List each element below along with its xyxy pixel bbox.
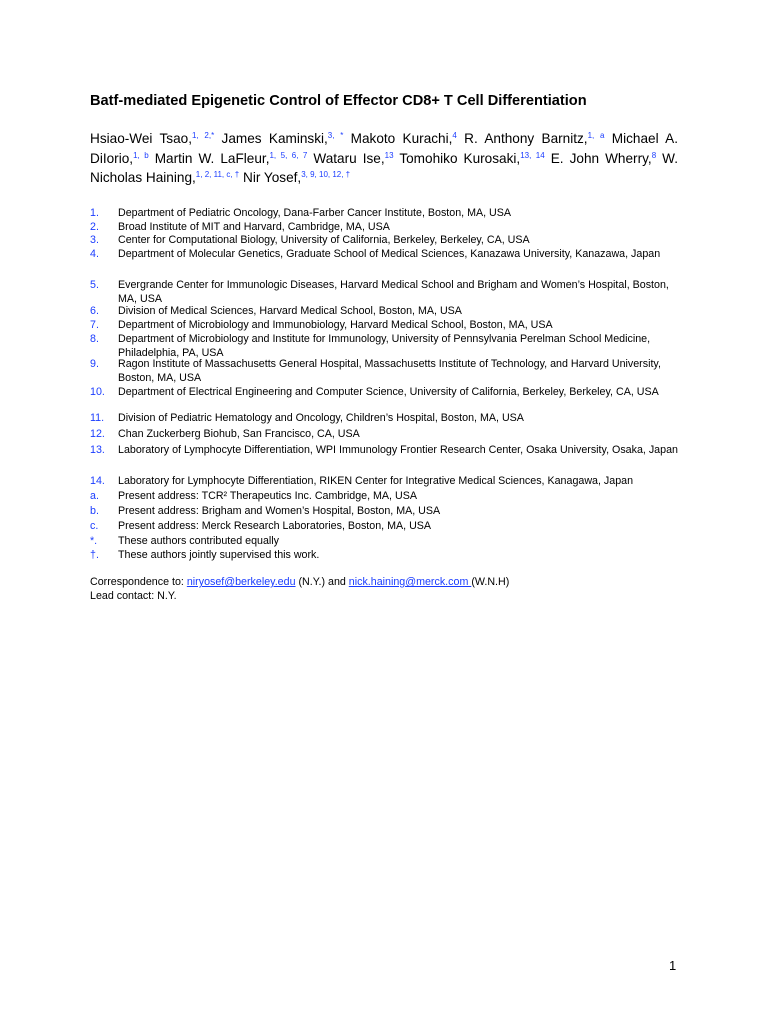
author-name: Wataru Ise, xyxy=(313,150,385,166)
correspondence xyxy=(90,576,509,590)
author xyxy=(551,151,656,166)
affiliation-marker: a. xyxy=(90,490,99,502)
affiliation-item xyxy=(90,444,680,458)
affiliation-text: Chan Zuckerberg Biohub, San Francisco, CA, USA xyxy=(118,428,360,440)
affiliation-marker: 10. xyxy=(90,386,105,398)
correspondence-note-1: (N.Y.) and xyxy=(295,576,349,588)
affiliation-item xyxy=(90,386,680,400)
affiliation-text: Present address: Brigham and Women’s Hospital, Boston, MA, USA xyxy=(118,505,441,517)
author-name: Tomohiko Kurosaki, xyxy=(399,150,521,166)
affiliation-item xyxy=(90,221,680,235)
email-link-haining[interactable]: nick.haining@merck.com xyxy=(348,576,472,588)
author-name: James Kaminski, xyxy=(221,131,328,146)
author-name: Michael A. DiIorio, xyxy=(90,131,679,166)
affiliation-marker: 6. xyxy=(90,305,99,317)
affiliation-item xyxy=(90,333,680,360)
author xyxy=(243,170,350,185)
affiliation-marker: c. xyxy=(90,520,99,532)
affiliation-marker: 13. xyxy=(90,444,105,456)
affiliation-marker: †. xyxy=(90,549,99,561)
affiliation-text: Laboratory for Lymphocyte Differentiation, RIKEN Center for Integrative Medical Sciences, Kanagawa, Japan xyxy=(118,475,634,487)
affiliation-marker: 4. xyxy=(90,248,99,260)
affiliation-item xyxy=(90,412,680,426)
author-affiliation-marks[interactable]: 4 xyxy=(452,131,457,140)
affiliation-text: Evergrande Center for Immunologic Diseases, Harvard Medical School and Brigham and Women’s Hospital, Boston, MA, USA xyxy=(118,279,669,305)
author-affiliation-marks[interactable]: 8 xyxy=(651,150,657,160)
affiliation-text: Present address: Merck Research Laboratories, Boston, MA, USA xyxy=(118,520,432,532)
affiliation-text: These authors jointly supervised this work. xyxy=(118,549,320,561)
affiliation-marker: 2. xyxy=(90,221,99,233)
author-affiliation-marks[interactable]: 3, * xyxy=(327,131,344,140)
affiliation-marker: b. xyxy=(90,505,99,517)
affiliation-item xyxy=(90,549,680,563)
page-number: 1 xyxy=(669,958,677,973)
paper-title: Batf-mediated Epigenetic Control of Effector CD8+ T Cell Differentiation xyxy=(90,93,587,109)
author-name: Makoto Kurachi, xyxy=(350,131,453,146)
author-list xyxy=(90,129,678,188)
author-name: R. Anthony Barnitz, xyxy=(464,131,588,146)
affiliation-marker: 9. xyxy=(90,358,99,370)
affiliation-item xyxy=(90,305,680,319)
affiliation-marker: 14. xyxy=(90,475,105,487)
author-affiliation-marks[interactable]: 1, 5, 6, 7 xyxy=(269,150,308,160)
affiliation-text: Department of Pediatric Oncology, Dana-Farber Cancer Institute, Boston, MA, USA xyxy=(118,207,512,219)
author xyxy=(90,131,214,146)
affiliation-marker: 5. xyxy=(90,279,99,291)
affiliation-item xyxy=(90,428,680,442)
affiliation-item xyxy=(90,234,680,248)
affiliation-item xyxy=(90,535,680,549)
author-affiliation-marks[interactable]: 13 xyxy=(384,150,394,160)
affiliation-text: Department of Microbiology and Institute for Immunology, University of Pennsylvania Perelman School Medicine, Philadelphia, PA, USA xyxy=(118,333,651,359)
author xyxy=(351,131,457,146)
affiliation-text: Ragon Institute of Massachusetts General Hospital, Massachusetts Institute of Technology, and Harvard University, Boston, MA, USA xyxy=(118,358,661,384)
author xyxy=(313,151,393,166)
author-name: W. Nicholas Haining, xyxy=(90,150,679,186)
affiliation-item xyxy=(90,358,680,385)
author xyxy=(155,151,308,166)
affiliation-item xyxy=(90,490,680,504)
author-affiliation-marks[interactable]: 1, 2, 11, c, † xyxy=(195,170,240,180)
affiliation-marker: 7. xyxy=(90,319,99,331)
correspondence-note-2: (W.N.H) xyxy=(471,576,510,588)
author xyxy=(399,151,544,166)
author-affiliation-marks[interactable]: 1, b xyxy=(133,150,149,160)
affiliation-item xyxy=(90,319,680,333)
affiliation-marker: 1. xyxy=(90,207,99,219)
author-name: Nir Yosef, xyxy=(243,170,302,186)
affiliation-marker: 8. xyxy=(90,333,99,345)
author-name: Martin W. LaFleur, xyxy=(154,150,270,166)
author-affiliation-marks[interactable]: 3, 9, 10, 12, † xyxy=(301,170,351,180)
affiliation-text: Department of Microbiology and Immunobiology, Harvard Medical School, Boston, MA, USA xyxy=(118,319,553,331)
affiliation-text: Center for Computational Biology, University of California, Berkeley, Berkeley, CA, USA xyxy=(118,234,530,246)
affiliation-item xyxy=(90,475,680,489)
affiliation-text: Laboratory of Lymphocyte Differentiation, WPI Immunology Frontier Research Center, Osaka University, Osaka, Japan xyxy=(118,444,678,456)
author xyxy=(464,131,604,146)
author xyxy=(222,131,344,146)
affiliation-text: Broad Institute of MIT and Harvard, Cambridge, MA, USA xyxy=(118,221,390,233)
affiliation-text: Division of Medical Sciences, Harvard Medical School, Boston, MA, USA xyxy=(118,305,462,317)
author-affiliation-marks[interactable]: 1, 2,* xyxy=(192,131,215,140)
affiliation-item xyxy=(90,505,680,519)
affiliation-text: Present address: TCR² Therapeutics Inc. Cambridge, MA, USA xyxy=(118,490,417,502)
affiliation-item xyxy=(90,520,680,534)
affiliation-item xyxy=(90,248,680,262)
email-link-yosef[interactable]: niryosef@berkeley.edu xyxy=(186,576,296,588)
author-affiliation-marks[interactable]: 1, a xyxy=(587,131,605,140)
affiliation-item xyxy=(90,279,680,306)
affiliation-text: Division of Pediatric Hematology and Oncology, Children’s Hospital, Boston, MA, USA xyxy=(118,412,524,424)
affiliation-item xyxy=(90,207,680,221)
affiliation-marker: 3. xyxy=(90,234,99,246)
author-name: Hsiao-Wei Tsao, xyxy=(90,131,192,146)
affiliation-text: Department of Molecular Genetics, Graduate School of Medical Sciences, Kanazawa University, Kanazawa, Japan xyxy=(118,248,661,260)
affiliation-marker: 11. xyxy=(90,412,105,424)
author-affiliation-marks[interactable]: 13, 14 xyxy=(520,150,545,160)
affiliation-text: Department of Electrical Engineering and Computer Science, University of California, Berkeley, Berkeley, CA, USA xyxy=(118,386,659,398)
lead-contact: Lead contact: N.Y. xyxy=(90,590,177,602)
affiliation-marker: *. xyxy=(90,535,98,547)
affiliation-marker: 12. xyxy=(90,428,105,440)
correspondence-label: Correspondence to: xyxy=(90,576,187,588)
author-name: E. John Wherry, xyxy=(550,150,652,166)
affiliation-text: These authors contributed equally xyxy=(118,535,280,547)
